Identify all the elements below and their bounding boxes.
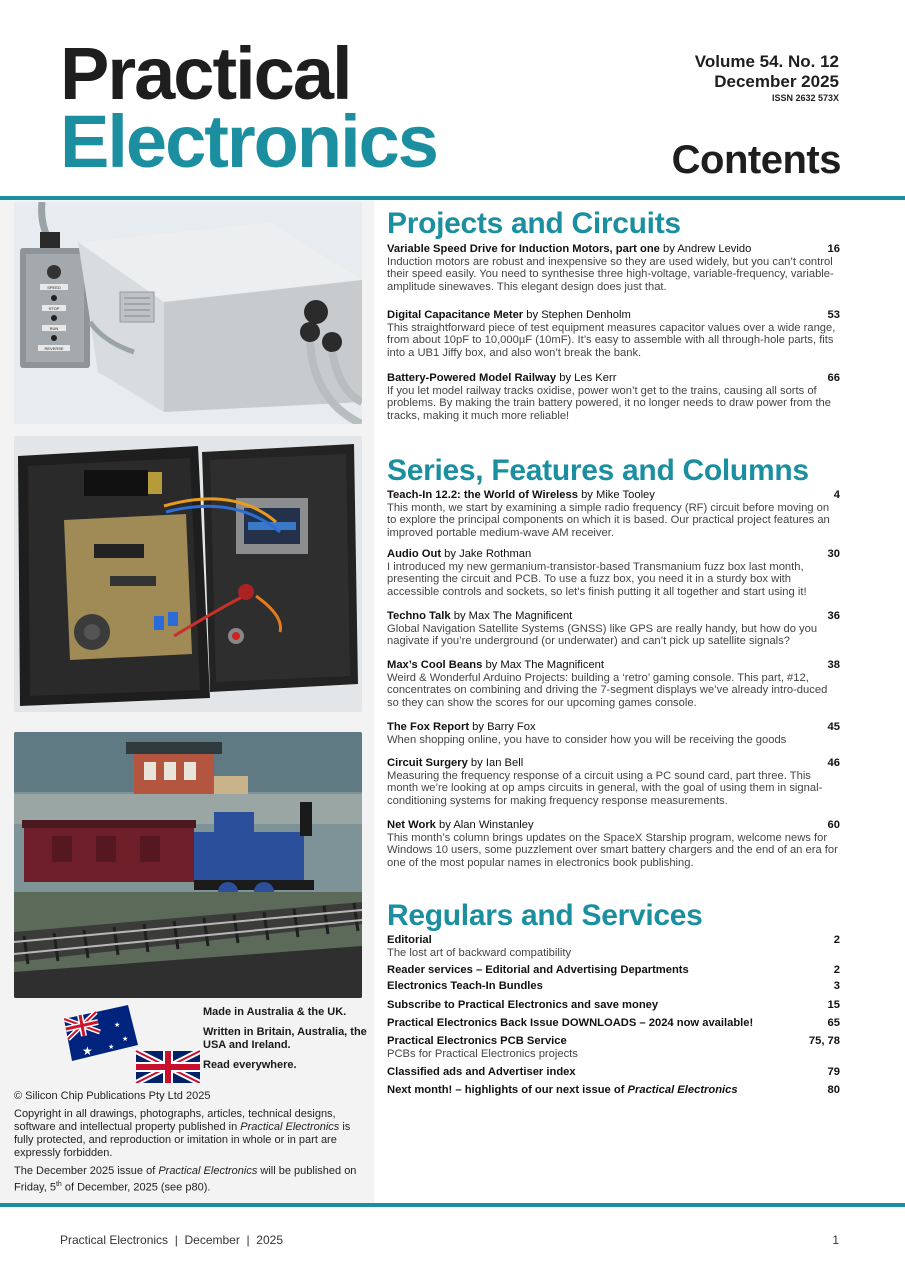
entry-author: by Barry Fox	[469, 721, 536, 733]
toc-entry[interactable]	[387, 934, 840, 959]
entry-page-number: 79	[827, 1066, 840, 1078]
label-run: RUN	[49, 326, 59, 331]
pubdate-text-b: will be published on Friday, 5	[14, 1165, 357, 1194]
entry-title: Max’s Cool Beans	[387, 659, 483, 671]
made-in-line: Made in Australia & the UK.	[203, 1006, 347, 1018]
toc-entry[interactable]	[387, 1084, 840, 1097]
entry-title: Techno Talk	[387, 610, 451, 622]
entry-title: Practical Electronics PCB Service	[387, 1035, 567, 1047]
entry-page-number: 30	[827, 548, 840, 560]
entry-title: Practical Electronics Back Issue DOWNLOADS – 2024 now available!	[387, 1017, 754, 1029]
entry-description: If you let model railway tracks oxidise, power won’t get to the trains, causing all sorts of problems. By making the train battery powered, it no longer needs to draw power from the tracks, making it much more reliable!	[387, 384, 831, 422]
entry-description: When shopping online, you have to consider how you will be receiving the goods	[387, 733, 787, 746]
entry-title: The Fox Report	[387, 721, 470, 733]
photo-model-railway	[14, 732, 362, 998]
entry-author: by Stephen Denholm	[523, 309, 631, 321]
entry-description: PCBs for Practical Electronics projects	[387, 1047, 578, 1060]
toc-entry[interactable]	[387, 1066, 840, 1079]
entry-author: by Les Kerr	[556, 372, 617, 384]
toc-entry[interactable]	[387, 1017, 840, 1030]
entry-title: Circuit Surgery	[387, 757, 468, 769]
entry-title-italic: Practical Electronics	[627, 1084, 738, 1096]
entry-page-number: 16	[827, 243, 840, 255]
entry-page-number: 36	[827, 610, 840, 622]
toc-entry[interactable]	[387, 964, 840, 977]
copyright-notice	[14, 1108, 364, 1160]
entry-page-number: 2	[833, 934, 840, 946]
entry-author: by Alan Winstanley	[435, 819, 534, 831]
photo-capacitance-meter	[14, 436, 362, 712]
entry-title: Variable Speed Drive for Induction Motors, part one	[387, 243, 660, 255]
issue-volume: Volume 54. No. 12	[694, 52, 839, 71]
logo-line-practical: Practical	[60, 32, 351, 115]
toc-entry[interactable]	[387, 999, 840, 1012]
entry-title: Audio Out	[387, 548, 442, 560]
entry-author: by Mike Tooley	[577, 489, 655, 501]
entry-title: Net Work	[387, 819, 436, 831]
copyright-text-b: is fully protected, and reproduction or imitation in whole or in part are expressly forbidden.	[14, 1121, 351, 1159]
entry-author: by Ian Bell	[467, 757, 524, 769]
entry-title: Subscribe to Practical Electronics and save money	[387, 999, 659, 1011]
footer-publication: Practical Electronics | December | 2025	[60, 1233, 283, 1247]
footer-page-number: 1	[832, 1233, 839, 1247]
label-speed: SPEED	[47, 285, 61, 290]
entry-author: by Max The Magnificent	[482, 659, 605, 671]
logo-line-electronics: Electronics	[60, 100, 437, 184]
toc-entry[interactable]	[387, 243, 840, 293]
issue-issn: ISSN 2632 573X	[771, 93, 839, 103]
pubdate-text-c: of December, 2025 (see p80).	[61, 1181, 211, 1194]
entry-page-number: 80	[827, 1084, 840, 1096]
toc-entry[interactable]	[387, 757, 840, 807]
left-column	[0, 200, 374, 1203]
right-column	[374, 200, 905, 1203]
svg-text:★: ★	[122, 1035, 129, 1043]
photo-motor-drive-enclosure	[14, 202, 362, 424]
entry-page-number: 65	[827, 1017, 840, 1029]
section-title-series: Series, Features and Columns	[387, 454, 809, 487]
label-reverse: REVERSE	[44, 346, 64, 351]
magazine-logo	[60, 32, 437, 184]
toc-entry[interactable]	[387, 610, 840, 648]
entry-description: This month, we start by examining a simple radio frequency (RF) circuit before moving on to explore the principal components on which it is based. Our practical project features an improved portable medium-wave AM receiver.	[387, 501, 830, 539]
entry-title: Next month! – highlights of our next issue of	[387, 1084, 628, 1096]
masthead	[0, 0, 905, 198]
entry-page-number: 46	[827, 757, 840, 769]
page-footer	[0, 1207, 905, 1280]
section-title-regulars: Regulars and Services	[387, 899, 703, 932]
made-in-block	[203, 1006, 373, 1079]
entry-page-number: 15	[827, 999, 840, 1011]
entry-title: Digital Capacitance Meter	[387, 309, 524, 321]
svg-text:★: ★	[82, 1044, 93, 1058]
entry-page-number: 4	[833, 489, 840, 501]
copyright-block	[14, 1090, 364, 1200]
entry-description: This straightforward piece of test equipment measures capacitor values over a wide range, from about 10pF to 10,000µF (10mF). It’s easy to assemble with all through-hole parts, fits into a UB1 Jiffy box, and also won’t break the bank.	[387, 321, 836, 359]
copyright-text-a: Copyright in all drawings, photographs, articles, technical designs, software and intellectual property published in	[14, 1108, 336, 1133]
entry-author: by Jake Rothman	[441, 548, 532, 560]
entry-title: Classified ads and Advertiser index	[387, 1066, 576, 1078]
issue-date: December 2025	[714, 72, 839, 91]
publication-date-notice	[14, 1165, 364, 1195]
label-stop: STOP	[48, 306, 60, 311]
written-in-line: Written in Britain, Australia, the USA and Ireland.	[203, 1026, 367, 1051]
entry-author: by Max The Magnificent	[450, 610, 573, 622]
entry-title: Electronics Teach-In Bundles	[387, 980, 543, 992]
toc-entry[interactable]	[387, 372, 840, 422]
toc-entry[interactable]	[387, 309, 840, 359]
entry-description: This month’s column brings updates on the SpaceX Starship program, welcome news for Windows 10 users, some puzzlement over smart battery chargers and the end of an era for one of the most popular names in electronics book publishing.	[387, 831, 838, 869]
pubdate-text-italic: Practical Electronics	[158, 1165, 258, 1177]
copyright-text-italic: Practical Electronics	[240, 1121, 340, 1133]
svg-text:★: ★	[114, 1021, 121, 1029]
section-title-projects: Projects and Circuits	[387, 207, 681, 240]
toc-entry[interactable]	[387, 489, 840, 539]
pubdate-sup: th	[55, 1181, 62, 1188]
toc-entry[interactable]	[387, 721, 840, 746]
toc-entry[interactable]	[387, 980, 840, 993]
entry-page-number: 53	[827, 309, 840, 321]
entry-title: Editorial	[387, 934, 432, 946]
issue-info	[695, 52, 839, 105]
flags-australia-uk	[64, 1005, 200, 1083]
toc-entry[interactable]	[387, 819, 840, 869]
toc-entry[interactable]	[387, 1035, 840, 1060]
entry-page-number: 75, 78	[808, 1035, 840, 1047]
entry-title: Battery-Powered Model Railway	[387, 372, 557, 384]
entry-description: Global Navigation Satellite Systems (GNSS) like GPS are really handy, but how do you nagivate if you’re underground (or underwater) and can’t pick up satellite signals?	[387, 622, 818, 648]
svg-text:★: ★	[108, 1043, 115, 1051]
pubdate-text-a: The December 2025 issue of	[14, 1165, 159, 1177]
entry-author: by Andrew Levido	[659, 243, 752, 255]
entry-page-number: 38	[827, 659, 840, 671]
page-title: Contents	[671, 138, 841, 182]
read-everywhere-line: Read everywhere.	[203, 1059, 297, 1071]
entry-description: Induction motors are robust and inexpensive so they are used widely, but you can’t control their speed easily. You need to synthesise three high-voltage, variable-frequency, variable-amplitude sinewaves. This elegant design does just that.	[387, 255, 834, 293]
entry-description: Measuring the frequency response of a circuit using a PC sound card, part three. This month we’re looking at op amps circuits in general, with the goal of using them in signal-conditioning systems for making frequency response measurements.	[387, 769, 823, 807]
toc-entry[interactable]	[387, 548, 840, 598]
copyright-line: © Silicon Chip Publications Pty Ltd 2025	[14, 1090, 211, 1102]
entry-page-number: 60	[827, 819, 840, 831]
entry-page-number: 45	[827, 721, 840, 733]
entry-title: Teach-In 12.2: the World of Wireless	[387, 489, 578, 501]
toc-entry[interactable]	[387, 659, 840, 709]
entry-page-number: 3	[833, 980, 840, 992]
entry-title: Reader services – Editorial and Advertising Departments	[387, 964, 689, 976]
entry-page-number: 2	[833, 964, 840, 976]
entry-description: The lost art of backward compatibility	[387, 946, 572, 959]
entry-page-number: 66	[827, 372, 840, 384]
entry-description: Weird & Wonderful Arduino Projects: building a ‘retro’ gaming console. This part, #12, concentrates on combining and driving the 7-segment displays we’ve already intro-duced so they can show the scores for our upcoming games console.	[387, 671, 828, 709]
entry-description: I introduced my new germanium-transistor-based Transmanium fuzz box last month, presenting the circuit and PCB. To use a fuzz box, you need it in a sturdy box with accessible controls and sockets, so let’s finish putting it all together and start using it!	[387, 560, 807, 598]
